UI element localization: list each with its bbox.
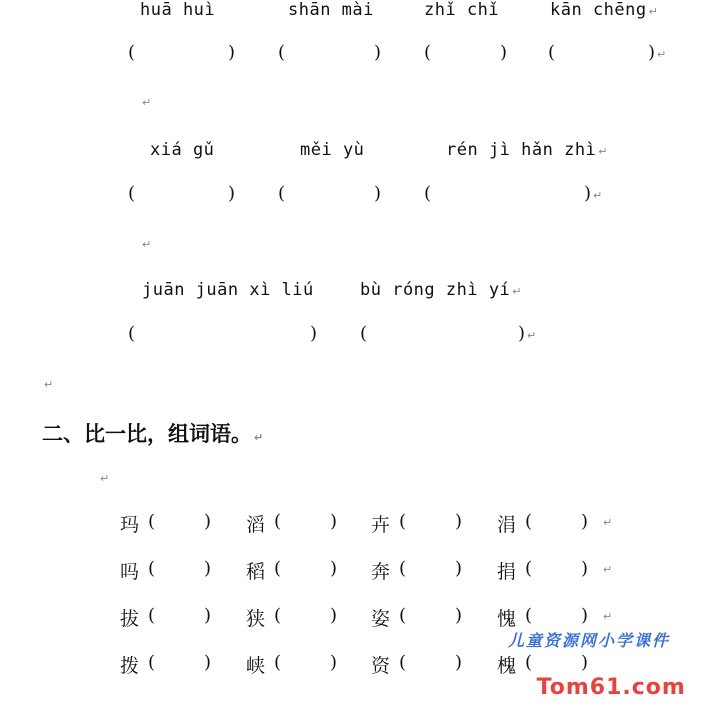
blank-open: ( <box>274 605 282 626</box>
blank-close: ) <box>455 558 463 579</box>
blank-1-3-close: ) <box>500 42 508 63</box>
return-mark: ↵ <box>593 189 603 202</box>
blank-close: ) <box>330 558 338 579</box>
pinyin-2-1: xiá gǔ <box>150 140 215 160</box>
word-char: 资 <box>371 655 391 677</box>
watermark-line1: 儿童资源网小学课件 <box>508 631 671 650</box>
blank-2-2-open: ( <box>278 183 286 204</box>
word-char: 涓 <box>497 514 517 536</box>
section-title: 二、比一比，组词语。 ↵ <box>42 422 264 446</box>
blank-1-1-open: ( <box>128 42 136 63</box>
blank-open: ( <box>399 511 407 532</box>
return-mark: ↵ <box>142 238 152 251</box>
return-mark: ↵ <box>527 329 537 342</box>
blank-open: ( <box>148 652 156 673</box>
blank-2-1-close: ) <box>228 183 236 204</box>
blank-close: ) <box>581 558 589 579</box>
word-char: 吗 <box>120 561 140 583</box>
blank-close: ) <box>455 652 463 673</box>
blank-open: ( <box>274 652 282 673</box>
blank-2-2-close: ) <box>374 183 382 204</box>
return-mark: ↵ <box>44 378 54 391</box>
blank-close: ) <box>330 511 338 532</box>
blank-3-2-open: ( <box>360 323 368 344</box>
blank-1-1-close: ) <box>228 42 236 63</box>
return-mark: ↵ <box>603 516 613 529</box>
word-char: 姿 <box>371 608 391 630</box>
blank-close: ) <box>455 511 463 532</box>
blank-open: ( <box>274 511 282 532</box>
blank-open: ( <box>399 605 407 626</box>
blank-close: ) <box>204 511 212 532</box>
blank-close: ) <box>581 652 589 673</box>
watermark-line2: Tom61.com <box>536 675 686 700</box>
blank-open: ( <box>148 558 156 579</box>
blank-close: ) <box>455 605 463 626</box>
return-mark: ↵ <box>598 145 609 158</box>
blank-open: ( <box>399 558 407 579</box>
word-char: 拔 <box>120 608 140 630</box>
word-char: 拨 <box>120 655 140 677</box>
blank-close: ) <box>204 558 212 579</box>
blank-open: ( <box>148 511 156 532</box>
word-char: 滔 <box>246 514 266 536</box>
pinyin-2-3: rén jì hǎn zhì ↵ <box>446 140 609 160</box>
return-mark: ↵ <box>100 472 110 485</box>
word-char: 奔 <box>371 561 391 583</box>
blank-open: ( <box>148 605 156 626</box>
blank-2-3-close: ) ↵ <box>584 183 603 204</box>
return-mark: ↵ <box>603 610 613 623</box>
return-mark: ↵ <box>657 48 667 61</box>
blank-3-1-close: ) <box>310 323 318 344</box>
blank-1-2-close: ) <box>374 42 382 63</box>
blank-close: ) <box>330 605 338 626</box>
word-char: 槐 <box>497 655 517 677</box>
blank-open: ( <box>399 652 407 673</box>
pinyin-2-2: měi yù <box>300 140 365 160</box>
return-mark: ↵ <box>142 96 152 109</box>
blank-1-4-close: ) ↵ <box>648 42 667 63</box>
pinyin-3-1: juān juān xì liú <box>142 280 314 300</box>
return-mark: ↵ <box>648 5 659 18</box>
word-char: 卉 <box>371 514 391 536</box>
word-char: 稻 <box>246 561 266 583</box>
blank-3-1-open: ( <box>128 323 136 344</box>
return-mark: ↵ <box>254 431 264 444</box>
blank-close: ) <box>330 652 338 673</box>
pinyin-1-2: shān mài <box>288 0 374 20</box>
blank-2-1-open: ( <box>128 183 136 204</box>
word-char: 狭 <box>246 608 266 630</box>
watermark-logo <box>502 628 709 700</box>
pinyin-3-2: bù róng zhì yí ↵ <box>360 280 523 300</box>
word-char: 捐 <box>497 561 517 583</box>
pinyin-1-1: huā huì <box>140 0 216 20</box>
blank-open: ( <box>274 558 282 579</box>
blank-open: ( <box>525 652 533 673</box>
blank-open: ( <box>525 511 533 532</box>
pinyin-1-3: zhǐ chǐ <box>424 0 500 20</box>
blank-1-3-open: ( <box>424 42 432 63</box>
blank-1-4-open: ( <box>548 42 556 63</box>
pinyin-1-4: kān chēng ↵ <box>550 0 659 20</box>
blank-2-3-open: ( <box>424 183 432 204</box>
return-mark: ↵ <box>512 285 523 298</box>
blank-close: ) <box>204 605 212 626</box>
return-mark: ↵ <box>603 563 613 576</box>
word-char: 愧 <box>497 608 517 630</box>
word-char: 玛 <box>120 514 140 536</box>
blank-close: ) <box>581 511 589 532</box>
blank-3-2-close: ) ↵ <box>518 323 537 344</box>
blank-1-2-open: ( <box>278 42 286 63</box>
blank-open: ( <box>525 605 533 626</box>
blank-close: ) <box>581 605 589 626</box>
word-char: 峡 <box>246 655 266 677</box>
blank-close: ) <box>204 652 212 673</box>
blank-open: ( <box>525 558 533 579</box>
